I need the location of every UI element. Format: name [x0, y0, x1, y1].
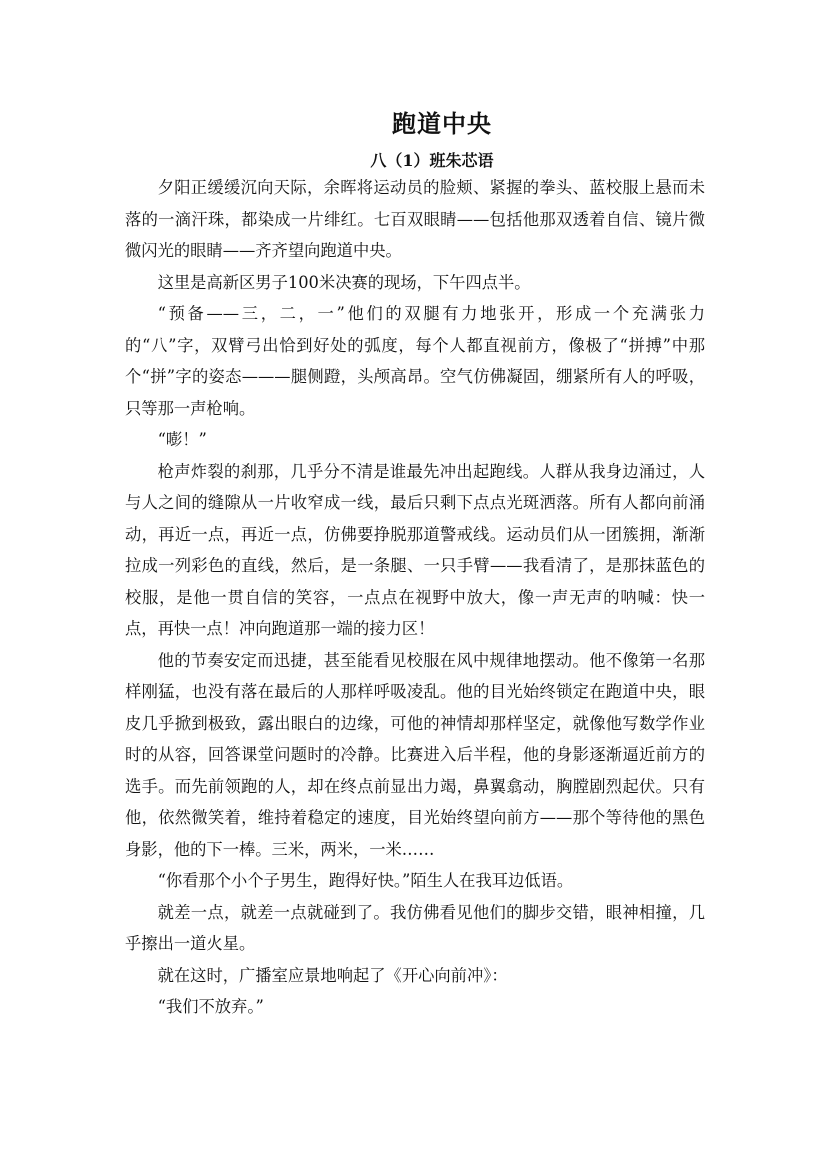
paragraph: 就差一点，就差一点就碰到了。我仿佛看见他们的脚步交错，眼神相撞，几乎擦出一道火星。 — [125, 902, 705, 953]
document-body — [125, 172, 705, 1023]
paragraph: “嘭！” — [157, 430, 207, 449]
paragraph: 就在这时，广播室应景地响起了《开心向前冲》： — [157, 965, 508, 985]
document-title: 跑道中央 — [392, 109, 492, 138]
paragraph: 夕阳正缓缓沉向天际，余晖将运动员的脸颊、紧握的拳头、蓝校服上悬而未落的一滴汗珠，都染成一片绯红。七百双眼睛——包括他那双透着自信、镜片微微闪光的眼睛——齐齐望向跑道中央。 — [125, 178, 705, 260]
paragraph: 他的节奏安定而迅捷，甚至能看见校服在风中规律地摆动。他不像第一名那样刚猛，也没有落在最后的人那样呼吸凌乱。他的目光始终锁定在跑道中央，眼皮几乎掀到极致，露出眼白的边缘，可他的神情却那样坚定，就像他写数学作业时的从容，回答课堂问题时的冷静。比赛进入后半程，他的身影逐渐逼近前方的选手。而先前领跑的人，却在终点前显出力竭，鼻翼翕动，胸膛剧烈起伏。只有他，依然微笑着，维持着稳定的速度，目光始终望向前方——那个等待他的黑色身影，他的下一棒。三米，两米，一米…… — [125, 650, 705, 859]
paragraph: “你看那个小个子男生，跑得好快。”陌生人在我耳边低语。 — [157, 871, 574, 890]
document-author: 八（1）班朱芯语 — [370, 151, 494, 170]
paragraph: “预备——三，二，一”他们的双腿有力地张开，形成一个充满张力的“八”字，双臂弓出恰到好处的弧度，每个人都直视前方，像极了“拼搏”中那个“拼”字的姿态———腿侧蹬，头颅高昂。空气仿佛凝固，绷紧所有人的呼吸，只等那一声枪响。 — [125, 304, 705, 418]
paragraph: 这里是高新区男子100米决赛的现场，下午四点半。 — [157, 272, 531, 292]
paragraph: 枪声炸裂的刹那，几乎分不清是谁最先冲出起跑线。人群从我身边涌过，人与人之间的缝隙从一片收窄成一线，最后只剩下点点光斑洒落。所有人都向前涌动，再近一点，再近一点，仿佛要挣脱那道警戒线。运动员们从一团簇拥，渐渐拉成一列彩色的直线，然后，是一条腿、一只手臂——我看清了，是那抹蓝色的校服，是他一贯自信的笑容，一点点在视野中放大，像一声无声的呐喊：快一点，再快一点！冲向跑道那一端的接力区！ — [125, 461, 705, 638]
paragraph: “我们不放弃。” — [157, 997, 264, 1016]
